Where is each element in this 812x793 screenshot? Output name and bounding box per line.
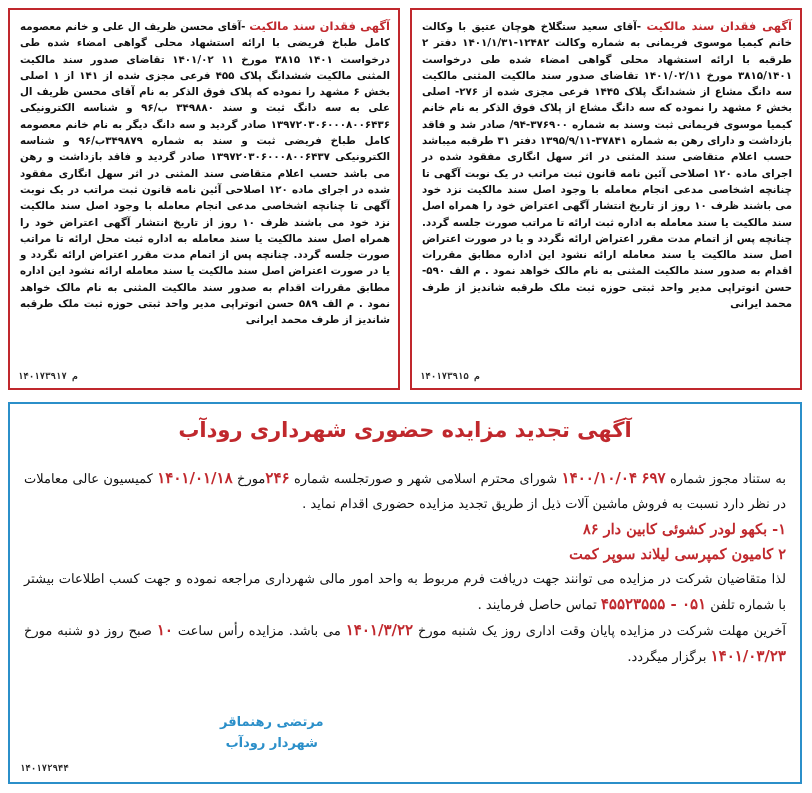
notice-right-ref: ۱۴۰۱۷۳۹۱۵ م — [420, 372, 480, 382]
auction-notice — [8, 402, 802, 784]
notice-right-text — [422, 18, 792, 312]
notice-left-body: -آقای محسن ظریف ال علی و خانم معصومه کامل طباخ فریضی با ارائه استشهاد محلی گواهی امضاء شده طی درخواست ۱۴۰۱ ۳۸۱۵ مورخ ۱۱ ۱۴۰۱/۰۲ تقاضای صدور سند مالکیت المثنی مالکیت ششدانگ پلاک ۴۵۵ فرعی مجزی شده از ۱۴۱ از ۱ اصلی بخش ۶ مشهد را نموده که پلاک فوق الذکر به نام آقای محسن ظریف ال علی به سه دانگ ثبت و سند ۳۴۹۸۸۰ ب/۹۶ و شناسه الکترونیکی ۱۳۹۷۲۰۳۰۶۰۰۰۸۰۰۶۴۳۶ صادر گردید و سه دانگ دیگر به نام خانم معصومه کامل طباخ فریضی ثبت و سند به شماره ۳۴۹۸۷۹ب/۹۶ و شناسه الکترونیکی ۱۳۹۷۲۰۳۰۶۰۰۰۸۰۰۶۴۳۷ صادر گردید و فاقد بازداشت و رهن می باشد حسب اعلام متقاضی سند المثنی در اثر سهل انگاری مفقود شده در اجرای ماده ۱۲۰ اصلاحی آئین نامه قانون ثبت مراتب در یک نوبت آگهی تا چنانچه اشخاصی مدعی انجام معامله با وجود اصل سند مالکیت نزد خود می باشند ظرف ۱۰ روز از تاریخ انتشار آگهی اعتراض خود را همراه اصل سند مالکیت یا سند معامله به اداره ثبت محل ارائه تا مراتب صورت جلسه گردد. چنانچه پس از اتمام مدت مقرر اعتراض ارائه نگردد و یا در صورت اعتراض اصل سند مالکیت یا سند معامله ارائه نشود این اداره مطابق مقررات اقدام به صدور سند مالکیت المثنی به نام مالک خواهد نمود . م الف ۵۸۹ حسن انوتراپی مدیر واحد ثبتی حوزه ثبت ملک طرقبه شاندیز از طرف محمد ایرانی — [20, 21, 391, 327]
auction-date: ۱۴۰۱/۰۳/۲۳ — [710, 647, 786, 665]
p3-text-d: برگزار میگردد. — [627, 650, 707, 665]
p1-text-c: مورخ — [237, 472, 266, 487]
notice-left-title: آگهی فقدان سند مالکیت — [249, 19, 390, 33]
auction-hour: ۱۰ — [156, 621, 173, 639]
p2-end: تماس حاصل فرمایند . — [477, 598, 597, 613]
p1-text-a: به ستناد مجوز شماره — [669, 472, 786, 487]
p1-text-d: کمیسیون عالی معاملات در نظر دارد نسبت به فروش ماشین آلات ذیل از طریق تجدید مزایده حضوری اقدام نماید . — [24, 472, 786, 512]
auction-title: آگهی تجدید مزایده حضوری شهرداری رودآب — [178, 418, 632, 442]
p3-text-a: آخرین مهلت شرکت در مزایده پایان وقت اداری روز یک شنبه مورخ — [418, 624, 786, 639]
notice-right-title: آگهی فقدان سند مالکیت — [646, 19, 792, 33]
auction-ref: ۱۴۰۱۷۲۹۴۴ — [20, 764, 69, 774]
minutes-number: ۲۴۶ — [265, 469, 290, 487]
p3-text-c: صبح روز دو شنبه مورخ — [24, 624, 152, 639]
deadline-date: ۱۴۰۱/۳/۲۲ — [345, 621, 414, 639]
auction-paragraph-3 — [24, 618, 786, 670]
permit-number: ۶۹۷ — [641, 469, 666, 487]
auction-paragraph-1 — [24, 466, 786, 517]
notice-left-ref: ۱۴۰۱۷۳۹۱۷ م — [18, 372, 78, 382]
p2-text: لذا متقاضیان شرکت در مزایده می توانند جهت دریافت فرم مربوط به واحد امور مالی شهرداری مراجعه نموده و جهت کسب اطلاعات بیشتر با شماره تلفن — [24, 572, 786, 613]
auction-paragraph-2 — [24, 567, 786, 618]
lost-deed-notice-right — [410, 8, 802, 390]
notice-right-body: -آقای سعید ستگلاخ هوچان عتیق با وکالت خانم کیمیا موسوی فریمانی به شماره وکالت ۱۲۴۸۲-۱۴۰۱/۱/۳۱ دفتر ۲ طرقبه با ارائه استشهاد محلی گواهی امضاء شده طی درخواست ۳۸۱۵/۱۴۰۱ مورخ ۱۴۰۱/۰۲/۱۱ تقاضای صدور سند مالکیت المثنی مالکیت سه دانگ مشاع از ششدانگ پلاک ۱۴۴۵ فرعی مجزی شده از ۲۷۶- اصلی بخش ۶ مشهد را نموده که سه دانگ مشاع از پلاک فوق الذکر به نام خانم کیمیا موسوی فریمانی ثبت وسند به شماره ۳۷۶۹۰۰-۹۴/ صادر شد و فاقد بازداشت و دارای رهن به شماره ۳۷۸۴۱-۱۳۹۵/۹/۱۱ دفتر ۳۱ طرقبه میباشد حسب اعلام متقاضی سند المثنی در اثر سهل انگاری مفقود شده در اجرای ماده ۱۲۰ اصلاحی آئین نامه قانون ثبت مراتب در یک نوبت آگهی تا چنانچه اشخاصی مدعی انجام معامله با وجود اصل سند مالکیت نزد خود می باشند ظرف ۱۰ روز از تاریخ انتشار آگهی اعتراض خود را همراه اصل سند مالکیت یا سند معامله به اداره ثبت ارائه تا مراتب صورت جلسه گردد. چنانچه پس از اتمام مدت مقرر اعتراض ارائه نگردد و یا در صورت اعتراض اصل سند مالکیت یا سند معامله ارائه نشود این اداره مطابق مقررات اقدام به صدور سند مالکیت المثنی به نام مالک خواهد نمود . م الف ۵۹۰- حسن انوتراپی مدیر واحد ثبتی حوزه ثبت ملک طرقبه شاندیز از طرف محمد ایرانی — [422, 21, 793, 311]
notice-left-text — [20, 18, 390, 329]
auction-item-1: ۱- بکهو لودر کشوئی کابین دار ۸۶ — [583, 521, 786, 538]
p1-text-b: شورای محترم اسلامی شهر و صورتجلسه شماره — [293, 472, 558, 487]
mayor-signature — [220, 712, 324, 754]
p3-text-b: می باشد. مزایده رأس ساعت — [177, 624, 341, 639]
signature-name: مرتضی رهنماقر — [220, 715, 324, 730]
signature-title: شهردار رودآب — [225, 736, 318, 751]
minutes-date: ۱۴۰۱/۰۱/۱۸ — [157, 469, 233, 487]
contact-phone: ۰۵۱ - ۴۵۵۲۳۵۵۵ — [600, 595, 707, 613]
lost-deed-notice-left — [8, 8, 400, 390]
permit-date: ۱۴۰۰/۱۰/۰۴ — [561, 469, 638, 487]
auction-body — [24, 466, 786, 670]
auction-item-2: ۲ کامیون کمپرسی لیلاند سوپر کمت — [569, 546, 786, 563]
